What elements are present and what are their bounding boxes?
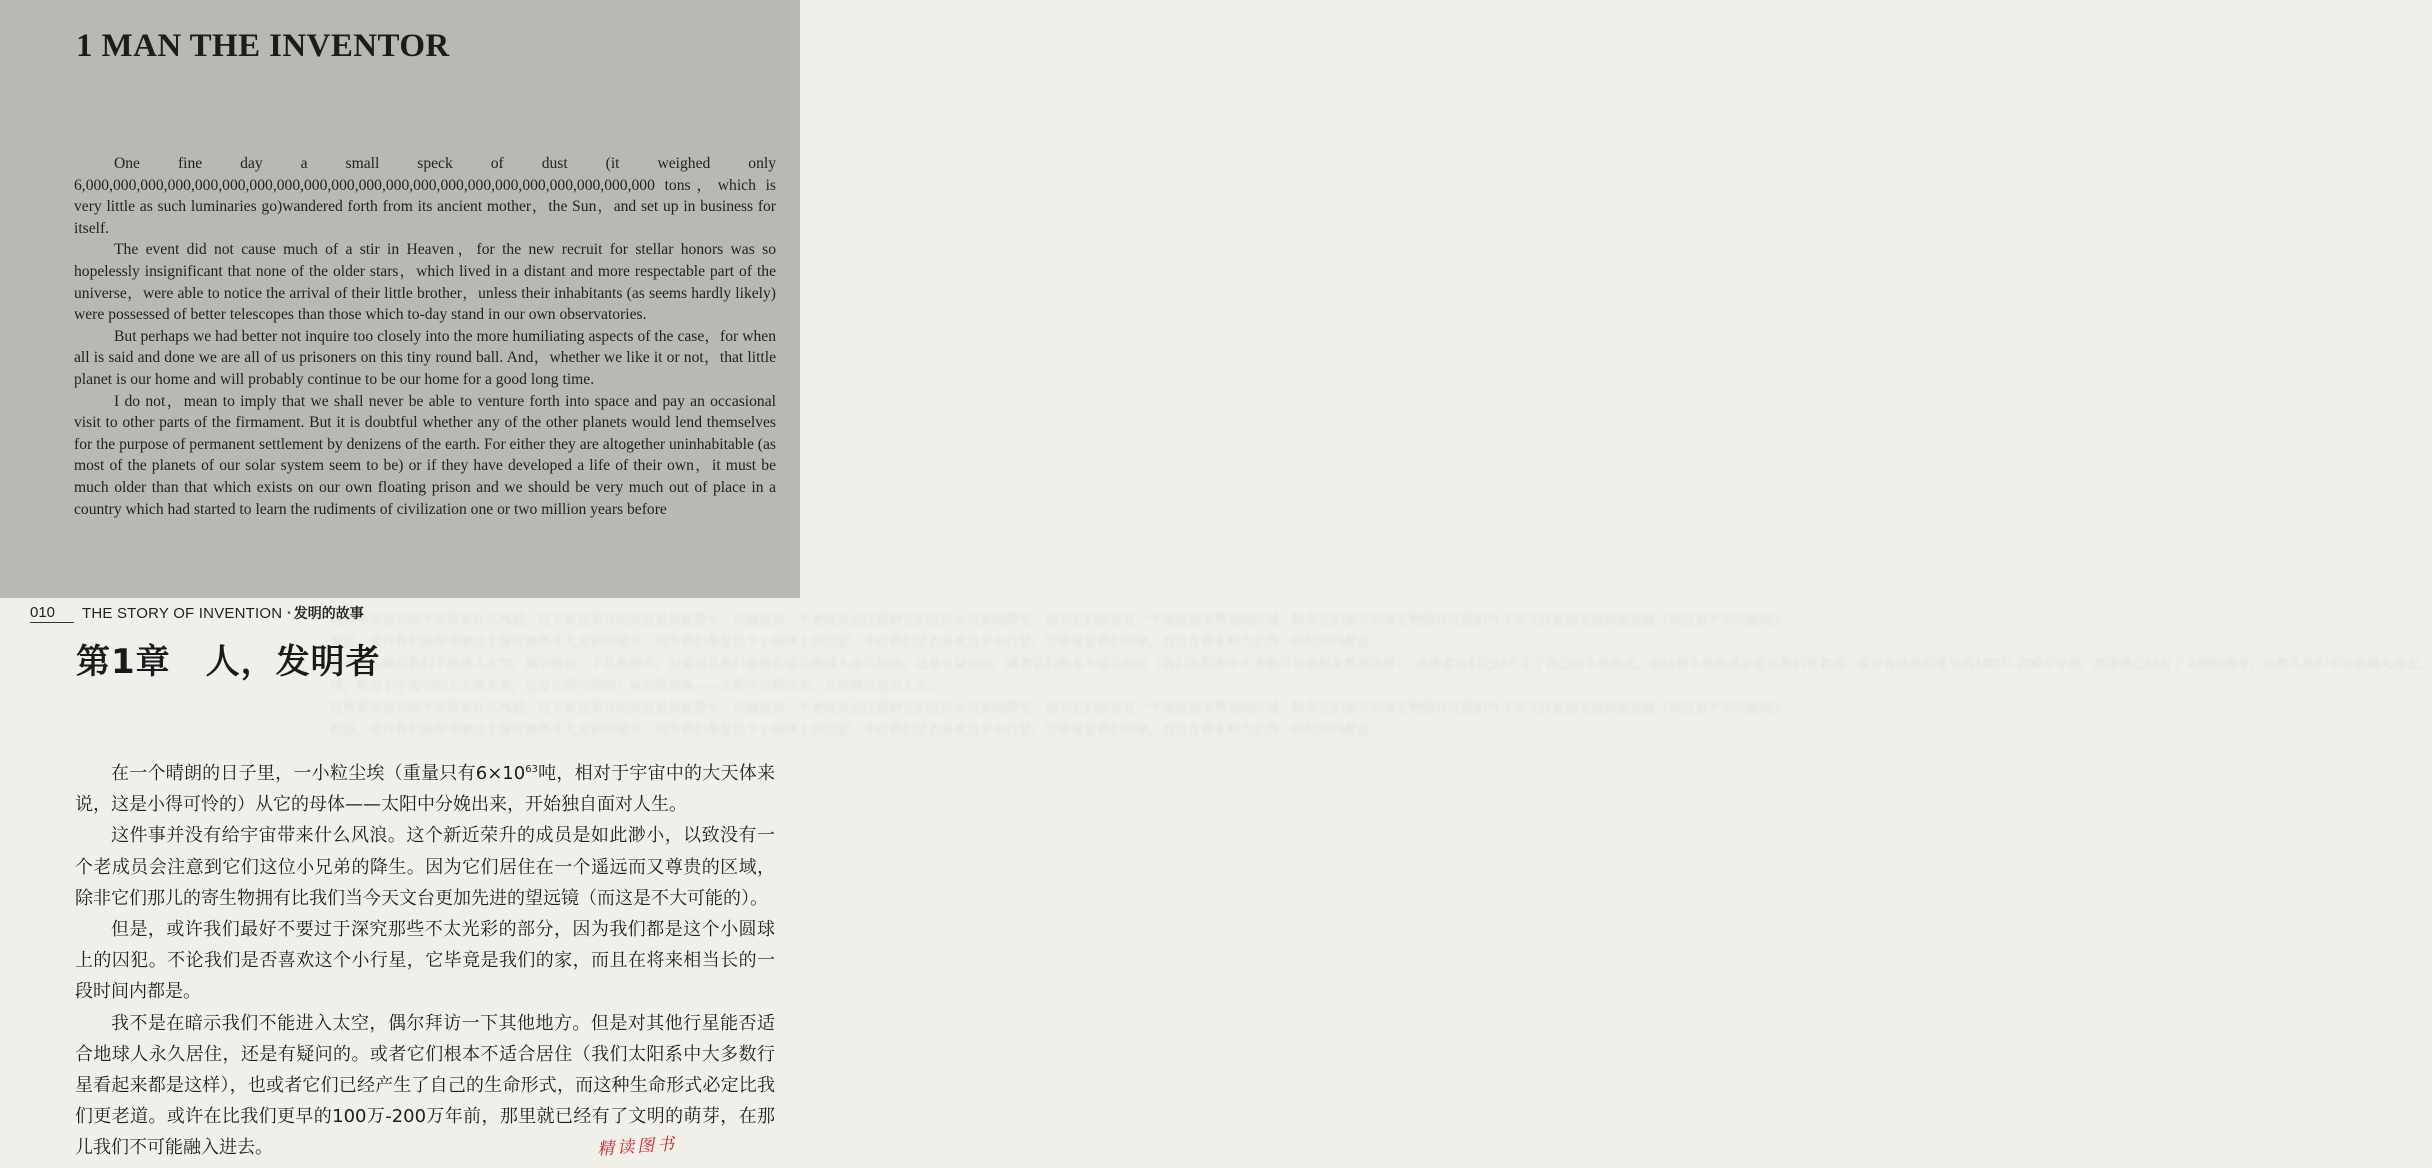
book-title-chinese: 发明的故事 bbox=[293, 606, 364, 622]
bleed-through-line: 但是，或许我们最好不要过于深究那些不太光彩的部分，因为我们都是这个小圆球上的囚犯。不论我们是否喜欢这个小行星，它毕竟是我们的家，而且在将来相当长的一段时间内都是。 bbox=[330, 723, 1384, 738]
bleed-through-text bbox=[330, 610, 2432, 742]
running-head bbox=[30, 602, 364, 624]
english-chapter-title: 1 MAN THE INVENTOR bbox=[76, 28, 450, 64]
english-paragraph-2: The event did not cause much of a stir in Heaven，for the new recruit for stellar honors was so hopelessly insignificant that none of the older stars，which lived in a distant and more respectable part of the universe，were able to notice the arrival of their little brother，unless their inhabitants (as seems hardly likely) were possessed of better telescopes than those which to-day stand in our own observatories. bbox=[74, 241, 776, 324]
chinese-paragraph-1 bbox=[75, 758, 775, 820]
separator-bullet: • bbox=[287, 607, 291, 619]
chinese-p1-after: 吨，相对于宇宙中的大天体来说，这是小得可怜的）从它的母体——太阳中分娩出来，开始独自面对人生。 bbox=[75, 763, 776, 816]
page-number: 010 bbox=[30, 604, 74, 623]
bleed-through-line: 这件事并没有给宇宙带来什么风浪。这个新近荣升的成员是如此渺小，以致没有一个老成员会注意到它们这位小兄弟的降生。因为它们居住在一个遥远而又尊贵的区域，除非它们那儿的寄生物拥有比我们当今天文台更加先进的望远镜（而这是不大可能的）。 bbox=[330, 701, 1793, 716]
bleed-through-line: 我不是在暗示我们不能进入太空，偶尔拜访一下其他地方。但是对其他行星能否适合地球人永久居住，还是有疑问的。或者它们根本不适合居住（我们太阳系中大多数行星看起来都是这样），也或者它们已经产生了自己的生命形式，而这种生命形式必定比我们更老道。或许在比我们更早的100万-200万年前，那里就已经有了文明的萌芽，在那儿我们不可能融入进去。 bbox=[330, 657, 2432, 672]
chinese-p1-before: 在一个晴朗的日子里，一小粒尘埃（重量只有6×10 bbox=[111, 763, 526, 784]
book-title: THE STORY OF INVENTION bbox=[82, 604, 283, 622]
english-body bbox=[74, 153, 776, 520]
english-paragraph-4: I do not，mean to imply that we shall never be able to venture forth into space and pay an occasional visit to other parts of the firmament. But it is doubtful whether any of the other planets would lend themselves for the purpose of permanent settlement by denizens of the earth. For either they are altogether uninhabitable (as most of the planets of our solar system seem to be) or if they have developed a life of their own，it must be much older than that which exists on our own floating prison and we should be very much out of place in a country which had started to learn the rudiments of civilization one or two million years before bbox=[74, 392, 776, 518]
english-section bbox=[0, 0, 800, 598]
red-watermark-stamp: 精读图书 bbox=[596, 1134, 678, 1160]
bleed-through-line: 吨，相对于宇宙中的大天体来说，这是小得可怜的）从它的母体——太阳中分娩出来，开始独自面对人生。 bbox=[330, 679, 942, 694]
chinese-chapter-title: 第1章 人，发明者 bbox=[76, 642, 381, 682]
english-paragraph-1: One fine day a small speck of dust (it weighed only 6,000,000,000,000,000,000,000,000,000,000,000,000,000,000,000,000,000,000,000,000,000 tons，which is very little as such luminaries go)wandered forth from its ancient mother，the Sun，and set up in business for itself. bbox=[74, 155, 776, 237]
bleed-through-line: 这件事并没有给宇宙带来什么风浪。这个新近荣升的成员是如此渺小，以致没有一个老成员会注意到它们这位小兄弟的降生。因为它们居住在一个遥远而又尊贵的区域，除非它们那儿的寄生物拥有比我们当今天文台更加先进的望远镜（而这是不大可能的）。 bbox=[330, 613, 1793, 628]
chinese-paragraph-4: 我不是在暗示我们不能进入太空，偶尔拜访一下其他地方。但是对其他行星能否适合地球人永久居住，还是有疑问的。或者它们根本不适合居住（我们太阳系中大多数行星看起来都是这样），也或者它们已经产生了自己的生命形式，而这种生命形式必定比我们更老道。或许在比我们更早的100万-200万年前，那里就已经有了文明的萌芽，在那儿我们不可能融入进去。 bbox=[75, 1012, 775, 1159]
english-paragraph-3: But perhaps we had better not inquire too closely into the more humiliating aspects of the case，for when all is said and done we are all of us prisoners on this tiny round ball. And，whether we like it or not，that little planet is our home and will probably continue to be our home for a good long time. bbox=[74, 327, 776, 388]
chinese-paragraph-2: 这件事并没有给宇宙带来什么风浪。这个新近荣升的成员是如此渺小，以致没有一个老成员会注意到它们这位小兄弟的降生。因为它们居住在一个遥远而又尊贵的区域，除非它们那儿的寄生物拥有比我们当今天文台更加先进的望远镜（而这是不大可能的）。 bbox=[75, 825, 775, 909]
chinese-paragraph-3: 但是，或许我们最好不要过于深究那些不太光彩的部分，因为我们都是这个小圆球上的囚犯。不论我们是否喜欢这个小行星，它毕竟是我们的家，而且在将来相当长的一段时间内都是。 bbox=[75, 919, 775, 1003]
bleed-through-line: 但是，或许我们最好不要过于深究那些不太光彩的部分，因为我们都是这个小圆球上的囚犯。不论我们是否喜欢这个小行星，它毕竟是我们的家，而且在将来相当长的一段时间内都是。 bbox=[330, 635, 1384, 650]
exponent: 63 bbox=[525, 764, 538, 775]
chinese-body bbox=[75, 758, 775, 1164]
